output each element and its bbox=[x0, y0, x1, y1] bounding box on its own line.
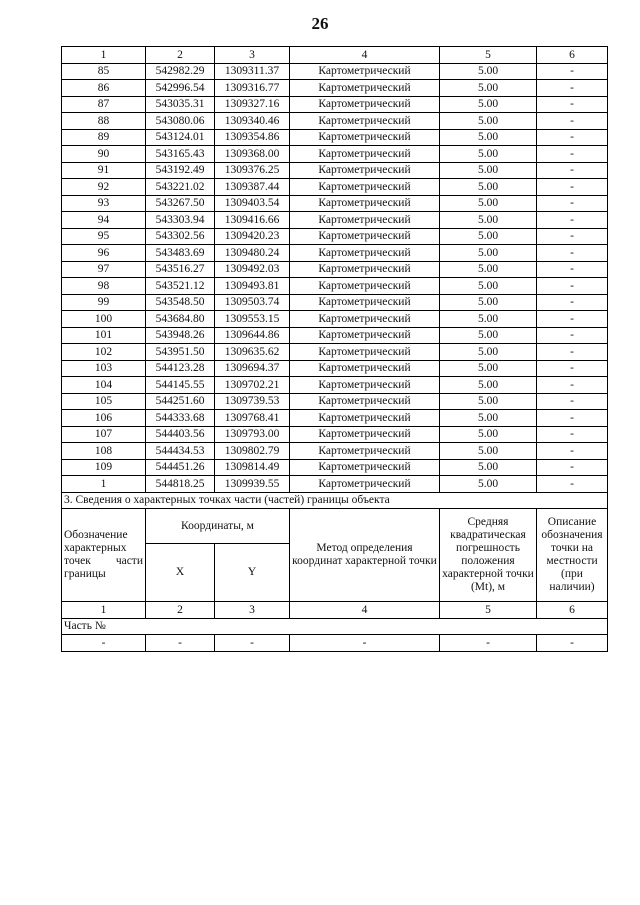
table-cell-coordinate-x: 544818.25 bbox=[146, 476, 215, 493]
table-cell-coordinate-y: 1309793.00 bbox=[215, 426, 290, 443]
page-number: 26 bbox=[311, 14, 329, 33]
table-cell-description: - bbox=[537, 228, 608, 245]
table-cell-method: Картометрический bbox=[290, 476, 440, 493]
table-row bbox=[62, 327, 608, 344]
table-cell-accuracy: 5.00 bbox=[440, 426, 537, 443]
column-number: 3 bbox=[215, 47, 290, 64]
table-cell-description: - bbox=[537, 63, 608, 80]
table-cell-coordinate-x: 543516.27 bbox=[146, 261, 215, 278]
table-cell-method: Картометрический bbox=[290, 344, 440, 361]
table-cell-description: - bbox=[537, 96, 608, 113]
table-cell-coordinate-x: 544451.26 bbox=[146, 459, 215, 476]
table-cell-accuracy: 5.00 bbox=[440, 146, 537, 163]
column-number: 5 bbox=[440, 47, 537, 64]
table-cell-description: - bbox=[537, 80, 608, 97]
table-cell-coordinate-x: 543303.94 bbox=[146, 212, 215, 229]
part-label-row bbox=[62, 618, 608, 635]
table-cell-point-number: 105 bbox=[62, 393, 146, 410]
table-row bbox=[62, 261, 608, 278]
column-number: 1 bbox=[62, 602, 146, 619]
table-cell-coordinate-y: 1309403.54 bbox=[215, 195, 290, 212]
table-body bbox=[62, 47, 608, 493]
column-number: 2 bbox=[146, 47, 215, 64]
table-cell-coordinate-y: 1309802.79 bbox=[215, 443, 290, 460]
table-row bbox=[62, 179, 608, 196]
table-row bbox=[62, 377, 608, 394]
table-row bbox=[62, 80, 608, 97]
column-number: 6 bbox=[537, 47, 608, 64]
table-cell-method: Картометрический bbox=[290, 261, 440, 278]
table-row bbox=[62, 146, 608, 163]
table-cell-coordinate-x: 544145.55 bbox=[146, 377, 215, 394]
table-row bbox=[62, 311, 608, 328]
table-cell-method: Картометрический bbox=[290, 96, 440, 113]
part-value: - bbox=[440, 635, 537, 652]
table-cell-coordinate-x: 543951.50 bbox=[146, 344, 215, 361]
table-cell-description: - bbox=[537, 327, 608, 344]
table-cell-point-number: 89 bbox=[62, 129, 146, 146]
section3-column-number-row bbox=[62, 602, 608, 619]
table-cell-coordinate-y: 1309368.00 bbox=[215, 146, 290, 163]
section3-header-row-1 bbox=[62, 509, 608, 544]
table-cell-coordinate-y: 1309354.86 bbox=[215, 129, 290, 146]
table-row bbox=[62, 63, 608, 80]
table-cell-description: - bbox=[537, 360, 608, 377]
table-cell-method: Картометрический bbox=[290, 410, 440, 427]
column-number: 4 bbox=[290, 47, 440, 64]
table-row bbox=[62, 245, 608, 262]
table-cell-coordinate-y: 1309694.37 bbox=[215, 360, 290, 377]
table-row bbox=[62, 294, 608, 311]
table-cell-coordinate-y: 1309739.53 bbox=[215, 393, 290, 410]
table-cell-description: - bbox=[537, 212, 608, 229]
table-cell-description: - bbox=[537, 162, 608, 179]
table-cell-accuracy: 5.00 bbox=[440, 410, 537, 427]
table-cell-coordinate-x: 543267.50 bbox=[146, 195, 215, 212]
table-cell-coordinate-y: 1309553.15 bbox=[215, 311, 290, 328]
table-cell-coordinate-y: 1309420.23 bbox=[215, 228, 290, 245]
table-cell-method: Картометрический bbox=[290, 459, 440, 476]
table-cell-description: - bbox=[537, 426, 608, 443]
table-cell-description: - bbox=[537, 294, 608, 311]
table-cell-point-number: 108 bbox=[62, 443, 146, 460]
table-cell-point-number: 104 bbox=[62, 377, 146, 394]
table-cell-point-number: 98 bbox=[62, 278, 146, 295]
table-cell-coordinate-x: 543521.12 bbox=[146, 278, 215, 295]
table-cell-accuracy: 5.00 bbox=[440, 195, 537, 212]
table-cell-method: Картометрический bbox=[290, 245, 440, 262]
table-cell-accuracy: 5.00 bbox=[440, 344, 537, 361]
column-number: 3 bbox=[215, 602, 290, 619]
table-cell-coordinate-x: 544434.53 bbox=[146, 443, 215, 460]
header-y: Y bbox=[215, 544, 290, 602]
table-cell-coordinate-y: 1309702.21 bbox=[215, 377, 290, 394]
table-cell-method: Картометрический bbox=[290, 443, 440, 460]
table-cell-coordinate-x: 543948.26 bbox=[146, 327, 215, 344]
table-row bbox=[62, 212, 608, 229]
table-cell-description: - bbox=[537, 344, 608, 361]
table-cell-point-number: 88 bbox=[62, 113, 146, 130]
table-cell-coordinate-y: 1309340.46 bbox=[215, 113, 290, 130]
table-cell-method: Картометрический bbox=[290, 113, 440, 130]
table-cell-point-number: 103 bbox=[62, 360, 146, 377]
column-number: 4 bbox=[290, 602, 440, 619]
table-cell-method: Картометрический bbox=[290, 129, 440, 146]
table-cell-method: Картометрический bbox=[290, 278, 440, 295]
table-cell-description: - bbox=[537, 278, 608, 295]
table-row bbox=[62, 443, 608, 460]
column-number-row bbox=[62, 47, 608, 64]
table-row bbox=[62, 96, 608, 113]
part-value: - bbox=[215, 635, 290, 652]
header-description: Описание обозначения точки на местности (при наличии) bbox=[537, 509, 608, 602]
table-cell-description: - bbox=[537, 459, 608, 476]
table-cell-point-number: 96 bbox=[62, 245, 146, 262]
table-cell-description: - bbox=[537, 195, 608, 212]
table-cell-point-number: 86 bbox=[62, 80, 146, 97]
table-cell-point-number: 94 bbox=[62, 212, 146, 229]
table-cell-point-number: 107 bbox=[62, 426, 146, 443]
column-number: 1 bbox=[62, 47, 146, 64]
table-cell-accuracy: 5.00 bbox=[440, 476, 537, 493]
table-cell-point-number: 91 bbox=[62, 162, 146, 179]
table-cell-coordinate-x: 543548.50 bbox=[146, 294, 215, 311]
table-cell-method: Картометрический bbox=[290, 162, 440, 179]
table-cell-coordinate-y: 1309768.41 bbox=[215, 410, 290, 427]
table-cell-description: - bbox=[537, 129, 608, 146]
table-cell-accuracy: 5.00 bbox=[440, 278, 537, 295]
table-cell-method: Картометрический bbox=[290, 377, 440, 394]
part-value: - bbox=[537, 635, 608, 652]
section3-title: 3. Сведения о характерных точках части (частей) границы объекта bbox=[62, 492, 608, 509]
table-cell-point-number: 87 bbox=[62, 96, 146, 113]
table-cell-coordinate-y: 1309492.03 bbox=[215, 261, 290, 278]
table-cell-accuracy: 5.00 bbox=[440, 261, 537, 278]
table-cell-coordinate-y: 1309493.81 bbox=[215, 278, 290, 295]
table-cell-point-number: 101 bbox=[62, 327, 146, 344]
table-cell-point-number: 97 bbox=[62, 261, 146, 278]
table-row bbox=[62, 459, 608, 476]
table-cell-accuracy: 5.00 bbox=[440, 327, 537, 344]
table-cell-point-number: 85 bbox=[62, 63, 146, 80]
part-label: Часть № bbox=[62, 618, 608, 635]
table-cell-coordinate-x: 543080.06 bbox=[146, 113, 215, 130]
table-cell-method: Картометрический bbox=[290, 311, 440, 328]
table-row bbox=[62, 410, 608, 427]
table-cell-point-number: 106 bbox=[62, 410, 146, 427]
table-cell-method: Картометрический bbox=[290, 146, 440, 163]
table-cell-description: - bbox=[537, 245, 608, 262]
table-cell-description: - bbox=[537, 393, 608, 410]
table-cell-coordinate-x: 544251.60 bbox=[146, 393, 215, 410]
table-cell-method: Картометрический bbox=[290, 63, 440, 80]
part-value: - bbox=[290, 635, 440, 652]
table-cell-accuracy: 5.00 bbox=[440, 162, 537, 179]
table-cell-coordinate-y: 1309480.24 bbox=[215, 245, 290, 262]
table-cell-accuracy: 5.00 bbox=[440, 228, 537, 245]
table-row bbox=[62, 113, 608, 130]
table-cell-point-number: 100 bbox=[62, 311, 146, 328]
table-cell-accuracy: 5.00 bbox=[440, 294, 537, 311]
header-method: Метод определения координат характерной точки bbox=[290, 509, 440, 602]
table-cell-description: - bbox=[537, 113, 608, 130]
table-cell-accuracy: 5.00 bbox=[440, 360, 537, 377]
column-number: 5 bbox=[440, 602, 537, 619]
table-cell-description: - bbox=[537, 443, 608, 460]
table-row bbox=[62, 162, 608, 179]
table-cell-coordinate-y: 1309635.62 bbox=[215, 344, 290, 361]
table-cell-method: Картометрический bbox=[290, 228, 440, 245]
table-cell-accuracy: 5.00 bbox=[440, 63, 537, 80]
table-cell-accuracy: 5.00 bbox=[440, 245, 537, 262]
table-cell-description: - bbox=[537, 476, 608, 493]
table-row bbox=[62, 129, 608, 146]
table-cell-description: - bbox=[537, 261, 608, 278]
table-cell-coordinate-y: 1309814.49 bbox=[215, 459, 290, 476]
table-cell-accuracy: 5.00 bbox=[440, 179, 537, 196]
header-designation: Обозначение характерных точек части границы bbox=[62, 509, 146, 602]
part-value: - bbox=[146, 635, 215, 652]
table-cell-coordinate-x: 543165.43 bbox=[146, 146, 215, 163]
table-row bbox=[62, 476, 608, 493]
table-cell-point-number: 102 bbox=[62, 344, 146, 361]
table-cell-method: Картометрический bbox=[290, 327, 440, 344]
table-cell-accuracy: 5.00 bbox=[440, 212, 537, 229]
boundary-points-table bbox=[61, 46, 608, 652]
table-row bbox=[62, 344, 608, 361]
table-cell-accuracy: 5.00 bbox=[440, 311, 537, 328]
header-accuracy: Средняя квадратическая погрешность положения характерной точки (Mt), м bbox=[440, 509, 537, 602]
table-cell-coordinate-y: 1309327.16 bbox=[215, 96, 290, 113]
table-cell-method: Картометрический bbox=[290, 212, 440, 229]
table-cell-point-number: 95 bbox=[62, 228, 146, 245]
part-values-row bbox=[62, 635, 608, 652]
part-value: - bbox=[62, 635, 146, 652]
table-cell-accuracy: 5.00 bbox=[440, 377, 537, 394]
table-cell-coordinate-x: 543483.69 bbox=[146, 245, 215, 262]
table-cell-accuracy: 5.00 bbox=[440, 96, 537, 113]
section3-body bbox=[62, 492, 608, 651]
table-cell-coordinate-y: 1309311.37 bbox=[215, 63, 290, 80]
table-cell-point-number: 99 bbox=[62, 294, 146, 311]
table-cell-method: Картометрический bbox=[290, 426, 440, 443]
table-cell-coordinate-x: 542982.29 bbox=[146, 63, 215, 80]
table-cell-method: Картометрический bbox=[290, 179, 440, 196]
table-cell-description: - bbox=[537, 410, 608, 427]
header-x: X bbox=[146, 544, 215, 602]
table-cell-description: - bbox=[537, 179, 608, 196]
table-cell-accuracy: 5.00 bbox=[440, 443, 537, 460]
table-cell-coordinate-y: 1309939.55 bbox=[215, 476, 290, 493]
table-cell-method: Картометрический bbox=[290, 195, 440, 212]
table-cell-method: Картометрический bbox=[290, 80, 440, 97]
table-cell-accuracy: 5.00 bbox=[440, 113, 537, 130]
table-cell-coordinate-y: 1309644.86 bbox=[215, 327, 290, 344]
table-row bbox=[62, 360, 608, 377]
table-row bbox=[62, 278, 608, 295]
table-cell-method: Картометрический bbox=[290, 294, 440, 311]
table-cell-coordinate-y: 1309316.77 bbox=[215, 80, 290, 97]
table-cell-coordinate-x: 543035.31 bbox=[146, 96, 215, 113]
table-cell-coordinate-y: 1309376.25 bbox=[215, 162, 290, 179]
column-number: 6 bbox=[537, 602, 608, 619]
column-number: 2 bbox=[146, 602, 215, 619]
table-cell-coordinate-x: 544403.56 bbox=[146, 426, 215, 443]
table-cell-coordinate-x: 543684.80 bbox=[146, 311, 215, 328]
table-cell-coordinate-x: 543192.49 bbox=[146, 162, 215, 179]
table-cell-method: Картометрический bbox=[290, 360, 440, 377]
table-cell-coordinate-y: 1309503.74 bbox=[215, 294, 290, 311]
table-cell-point-number: 92 bbox=[62, 179, 146, 196]
table-cell-coordinate-x: 543124.01 bbox=[146, 129, 215, 146]
table-cell-point-number: 90 bbox=[62, 146, 146, 163]
table-cell-point-number: 93 bbox=[62, 195, 146, 212]
table-cell-description: - bbox=[537, 377, 608, 394]
table-cell-coordinate-x: 543302.56 bbox=[146, 228, 215, 245]
table-cell-coordinate-y: 1309387.44 bbox=[215, 179, 290, 196]
table-cell-coordinate-x: 542996.54 bbox=[146, 80, 215, 97]
table-cell-description: - bbox=[537, 311, 608, 328]
table-cell-coordinate-x: 544333.68 bbox=[146, 410, 215, 427]
table-row bbox=[62, 426, 608, 443]
table-cell-accuracy: 5.00 bbox=[440, 393, 537, 410]
table-cell-description: - bbox=[537, 146, 608, 163]
table-cell-coordinate-y: 1309416.66 bbox=[215, 212, 290, 229]
table-cell-coordinate-x: 543221.02 bbox=[146, 179, 215, 196]
table-cell-accuracy: 5.00 bbox=[440, 129, 537, 146]
table-row bbox=[62, 228, 608, 245]
table-cell-accuracy: 5.00 bbox=[440, 80, 537, 97]
table-cell-accuracy: 5.00 bbox=[440, 459, 537, 476]
table-cell-coordinate-x: 544123.28 bbox=[146, 360, 215, 377]
table-cell-point-number: 109 bbox=[62, 459, 146, 476]
section3-title-row bbox=[62, 492, 608, 509]
table-cell-method: Картометрический bbox=[290, 393, 440, 410]
table-row bbox=[62, 195, 608, 212]
table-row bbox=[62, 393, 608, 410]
table-cell-point-number: 1 bbox=[62, 476, 146, 493]
header-coordinates: Координаты, м bbox=[146, 509, 290, 544]
